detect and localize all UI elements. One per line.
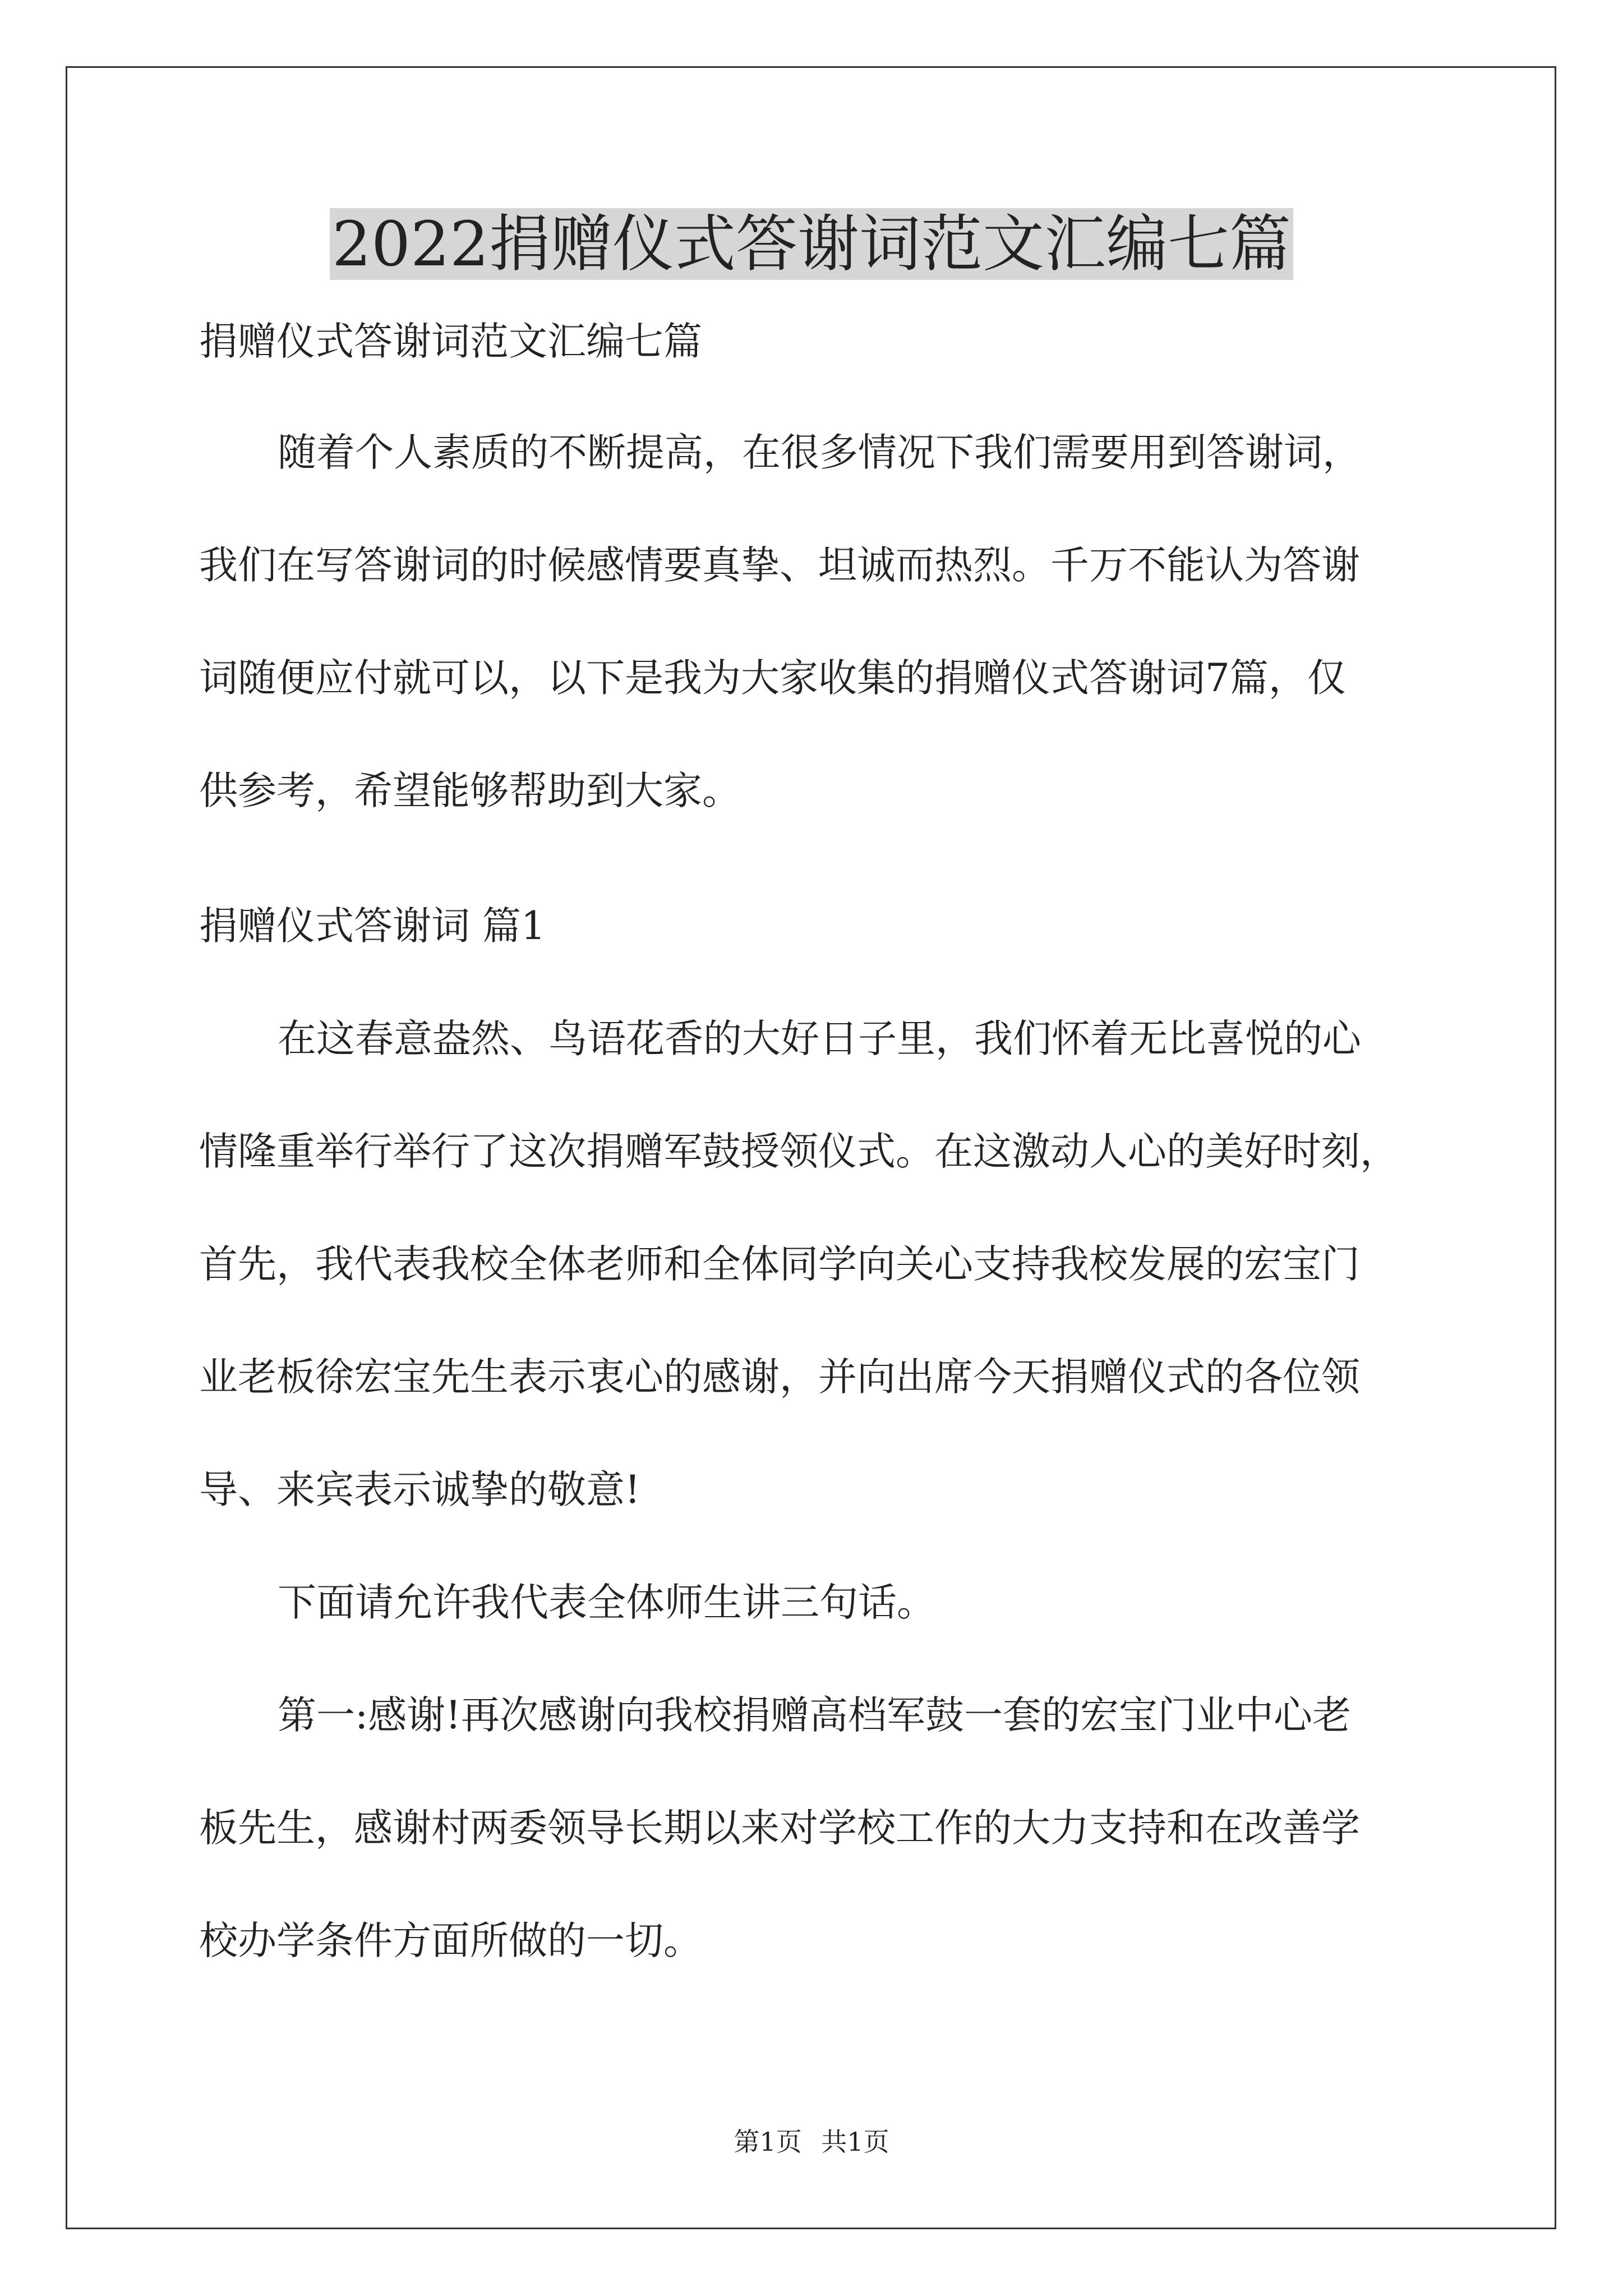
paragraph-line: 在这春意盎然、鸟语花香的大好日子里，我们怀着无比喜悦的心 — [278, 1016, 1361, 1061]
document-title: 2022捐赠仪式答谢词范文汇编七篇 — [0, 202, 1623, 286]
intro-line: 供参考，希望能够帮助到大家。 — [199, 769, 741, 813]
intro-line: 随着个人素质的不断提高，在很多情况下我们需要用到答谢词， — [278, 430, 1361, 475]
document-subtitle: 捐赠仪式答谢词范文汇编七篇 — [199, 319, 702, 364]
document-body — [199, 292, 1455, 2026]
paragraph-line: 校办学条件方面所做的一切。 — [199, 1918, 702, 1963]
paragraph-line: 第一:感谢!再次感谢向我校捐赠高档军鼓一套的宏宝门业中心老 — [278, 1693, 1351, 1738]
intro-line: 我们在写答谢词的时候感情要真挚、坦诚而热烈。千万不能认为答谢 — [199, 543, 1360, 588]
section-heading: 捐赠仪式答谢词 篇1 — [199, 904, 546, 949]
intro-line: 词随便应付就可以，以下是我为大家收集的捐赠仪式答谢词7篇，仅 — [199, 656, 1346, 701]
paragraph-line: 业老板徐宏宝先生表示衷心的感谢，并向出席今天捐赠仪式的各位领 — [199, 1355, 1360, 1400]
paragraph-line: 首先，我代表我校全体老师和全体同学向关心支持我校发展的宏宝门 — [199, 1242, 1360, 1287]
paragraph-line: 板先生，感谢村两委领导长期以来对学校工作的大力支持和在改善学 — [199, 1806, 1360, 1851]
paragraph-line: 情隆重举行举行了这次捐赠军鼓授领仪式。在这激动人心的美好时刻， — [199, 1129, 1399, 1174]
page-footer: 第1页 共1页 — [734, 2127, 889, 2157]
paragraph-line: 下面请允许我代表全体师生讲三句话。 — [278, 1580, 935, 1625]
paragraph-line: 导、来宾表示诚挚的敬意! — [199, 1467, 640, 1512]
